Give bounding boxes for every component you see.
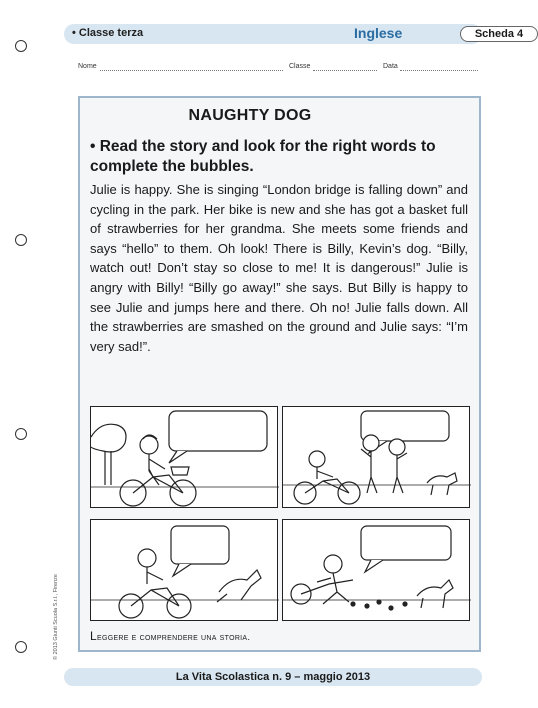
spilled-strawberries <box>351 600 407 610</box>
date-label: Data <box>383 63 398 70</box>
comic-panel-2 <box>282 406 470 508</box>
copyright-credit: © 2013 Giunti Scuola S.r.l., Firenze <box>53 574 59 660</box>
footer-bar: La Vita Scolastica n. 9 – maggio 2013 <box>64 668 482 686</box>
dog-illustration <box>417 580 453 608</box>
sheet-badge: Scheda 4 <box>460 26 538 42</box>
comic-panel-4 <box>282 519 470 621</box>
binder-hole-1 <box>15 40 27 52</box>
binder-hole-3 <box>15 428 27 440</box>
name-label: Nome <box>78 63 97 70</box>
name-field[interactable] <box>100 70 283 71</box>
tree-illustration <box>91 424 126 485</box>
jumping-dog-illustration <box>217 570 261 602</box>
fallen-girl-illustration <box>291 555 353 604</box>
binder-hole-2 <box>15 234 27 246</box>
subject-label: Inglese <box>354 25 403 41</box>
speech-bubble-3[interactable] <box>171 526 229 564</box>
page-title: NAUGHTY DOG <box>188 107 312 124</box>
class-field[interactable] <box>313 70 377 71</box>
speech-bubble-1[interactable] <box>169 411 267 451</box>
class-field-label: Classe <box>289 63 311 70</box>
story-text: Julie is happy. She is singing “London bridge is falling down” and cycling in the park. Her bike is new and she has got a basket full of strawberries for her grandma. She meets some friends and says “hello” to them. Oh look! There is Billy, Kevin’s dog. “Billy, watch out! Don’t stay so close to me! It is dangerous!” Julie is angry with Billy! “Billy go away!” she says. But Billy is happy to see Julie and jumps here and there. Oh no! Julie falls down. All the strawberries are smashed on the ground and Julie says: “I’m very sad!”. <box>90 182 468 354</box>
instruction-text: • Read the story and look for the right words to complete the bubbles. <box>90 138 436 175</box>
comic-panel-3 <box>90 519 278 621</box>
header-bar <box>64 24 524 44</box>
speech-bubble-4[interactable] <box>361 526 451 560</box>
class-label: • Classe terza <box>72 27 144 39</box>
date-field[interactable] <box>400 70 478 71</box>
binder-hole-4 <box>15 641 27 653</box>
exercise-caption: Leggere e comprendere una storia. <box>90 629 251 643</box>
comic-panel-1 <box>90 406 278 508</box>
dog-illustration <box>427 473 457 495</box>
girl-on-bike-illustration <box>294 451 360 504</box>
